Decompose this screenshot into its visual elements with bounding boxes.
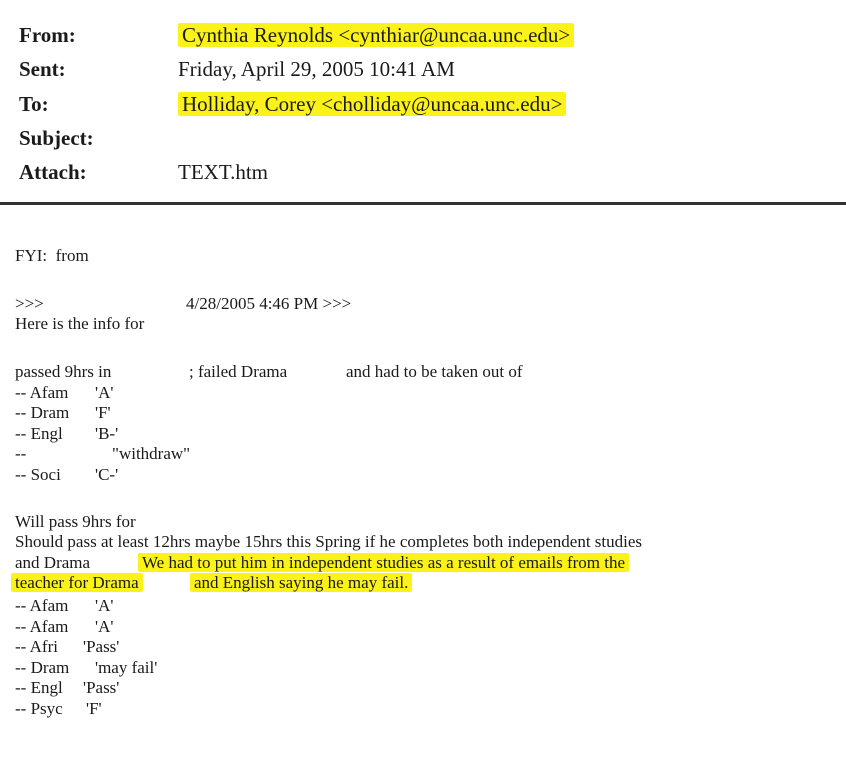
and-drama-text: and Drama	[15, 553, 91, 572]
from-value	[178, 22, 574, 48]
sent-label: Sent:	[19, 57, 66, 81]
will-pass-line: Will pass 9hrs for	[15, 512, 136, 531]
course-grade: 'Pass'	[83, 678, 120, 697]
highlight-line-2	[11, 572, 143, 593]
fyi-line: FYI: from	[15, 246, 89, 265]
passed-line-b: ; failed Drama	[189, 362, 288, 381]
sent-value: Friday, April 29, 2005 10:41 AM	[178, 57, 455, 81]
passed-line-c: and had to be taken out of	[346, 362, 523, 381]
course-name: -- Afam	[15, 617, 69, 636]
course-grade: 'F'	[86, 699, 102, 718]
course-name: -- Dram	[15, 658, 70, 677]
should-pass-line: Should pass at least 12hrs maybe 15hrs this Spring if he completes both independent studies	[15, 532, 643, 551]
to-highlight: Holliday, Corey <cholliday@uncaa.unc.edu>	[178, 92, 566, 116]
course-name: -- Afam	[15, 383, 69, 402]
course-name: -- Engl	[15, 678, 63, 697]
forward-marker: >>>	[15, 294, 44, 313]
course-name: -- Engl	[15, 424, 63, 443]
info-line: Here is the info for	[15, 314, 145, 333]
highlight-text-2b: and English saying he may fail.	[190, 573, 412, 592]
from-label: From:	[19, 23, 76, 47]
highlight-line-1	[138, 552, 629, 573]
course-grade: 'Pass'	[83, 637, 120, 656]
course-grade: 'A'	[95, 596, 114, 615]
forward-time: 4/28/2005 4:46 PM >>>	[186, 294, 352, 313]
from-highlight: Cynthia Reynolds <cynthiar@uncaa.unc.edu>	[178, 23, 574, 47]
course-grade: 'F'	[95, 403, 111, 422]
course-grade: 'may fail'	[95, 658, 158, 677]
to-value	[178, 91, 566, 117]
course-name: -- Soci	[15, 465, 61, 484]
passed-line-a: passed 9hrs in	[15, 362, 112, 381]
course-name: -- Dram	[15, 403, 70, 422]
course-name: -- Psyc	[15, 699, 63, 718]
course-name: --	[15, 444, 27, 463]
header-divider	[0, 202, 846, 205]
highlight-text-1: We had to put him in independent studies as a result of emails from the	[138, 553, 629, 572]
subject-label: Subject:	[19, 126, 94, 150]
course-grade: 'C-'	[95, 465, 119, 484]
course-grade: "withdraw"	[112, 444, 191, 463]
attach-value: TEXT.htm	[178, 160, 269, 184]
to-label: To:	[19, 92, 49, 116]
course-grade: 'A'	[95, 383, 114, 402]
course-grade: 'A'	[95, 617, 114, 636]
course-name: -- Afri	[15, 637, 58, 656]
highlight-line-2b	[190, 572, 412, 593]
highlight-text-2a: teacher for Drama	[11, 573, 143, 592]
attach-label: Attach:	[19, 160, 87, 184]
course-name: -- Afam	[15, 596, 69, 615]
course-grade: 'B-'	[95, 424, 119, 443]
